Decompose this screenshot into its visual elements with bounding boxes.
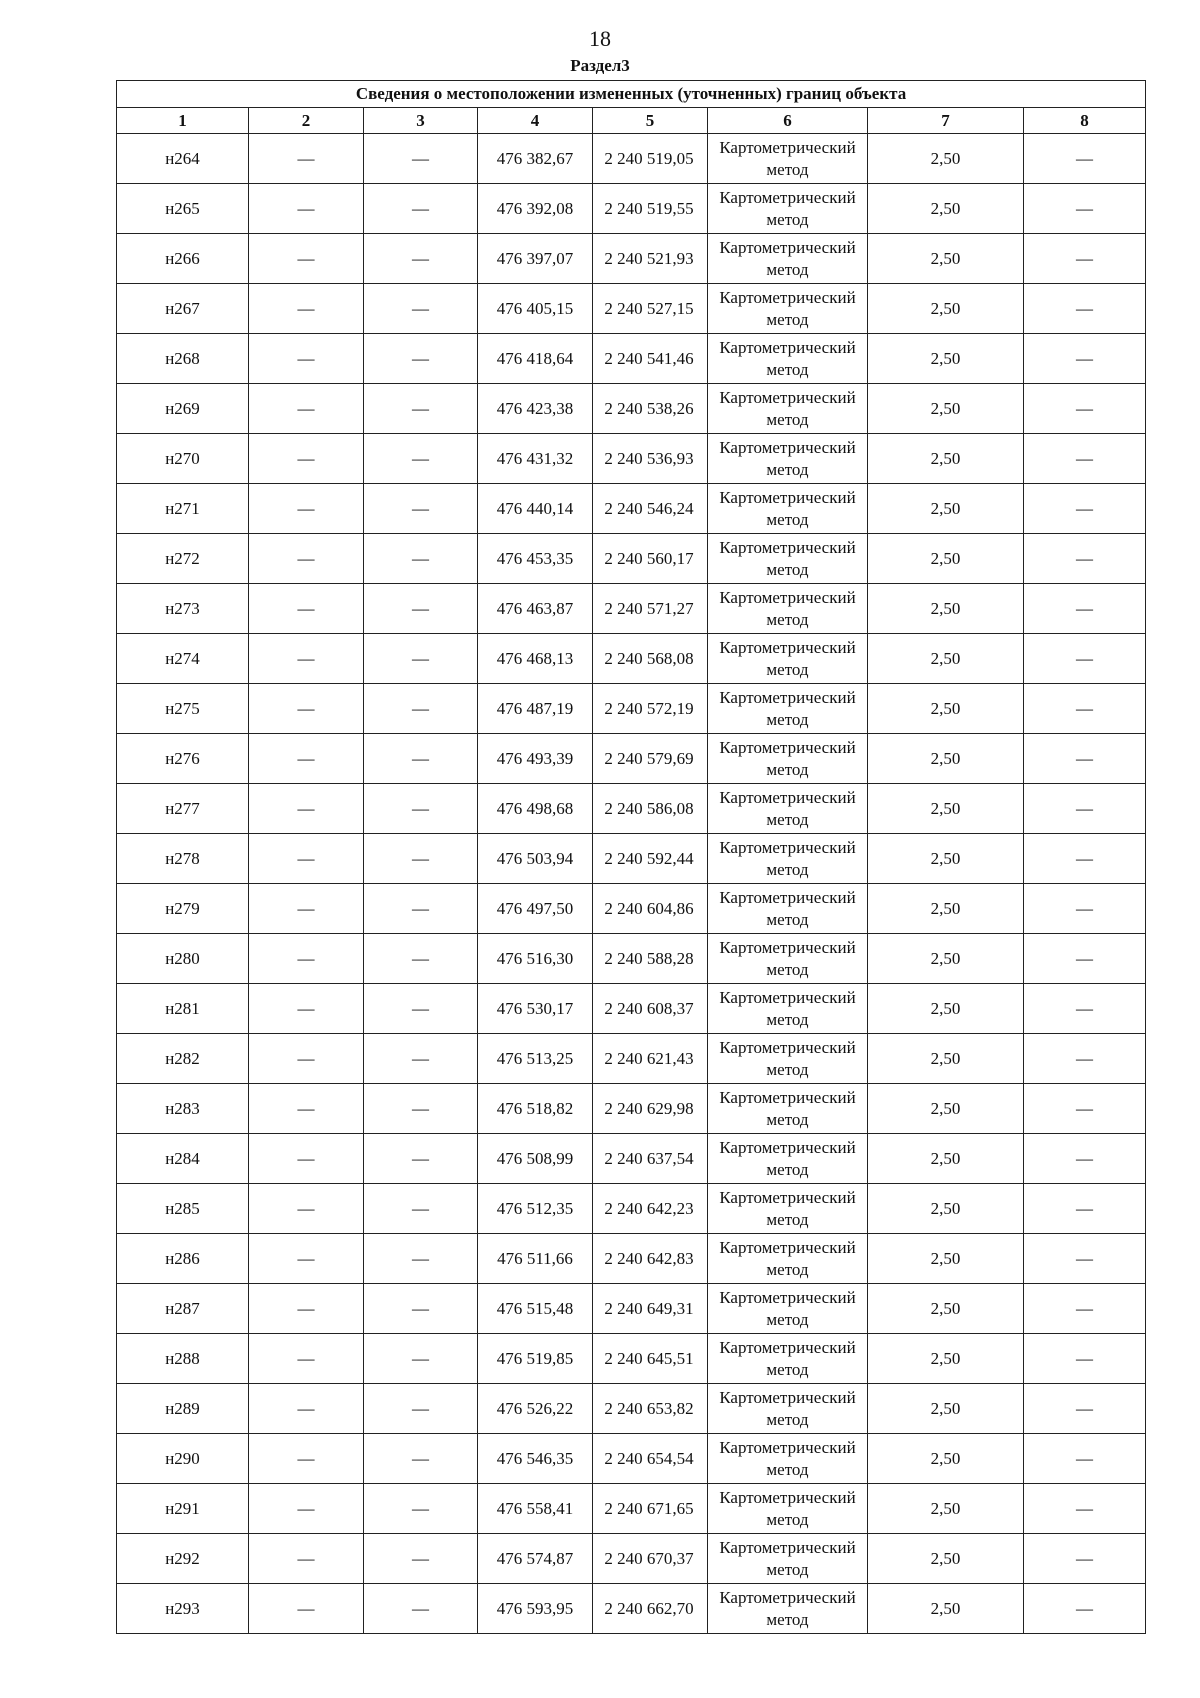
method-cell: Картометрический метод: [708, 1584, 868, 1634]
point-name-cell: н272: [117, 534, 249, 584]
page-number: 18: [589, 26, 611, 51]
y-coordinate-cell: 2 240 645,51: [593, 1334, 708, 1384]
column-8-cell: —: [1024, 1134, 1146, 1184]
x-coordinate-cell: 476 530,17: [478, 984, 593, 1034]
table-row: [117, 1284, 1146, 1334]
table-row: [117, 134, 1146, 184]
x-coordinate-cell: 476 515,48: [478, 1284, 593, 1334]
table-caption: Сведения о местоположении измененных (уточненных) границ объекта: [117, 81, 1146, 108]
table-row: [117, 434, 1146, 484]
x-coordinate-cell: 476 440,14: [478, 484, 593, 534]
table-row: [117, 384, 1146, 434]
column-3-cell: —: [364, 334, 478, 384]
column-8-cell: —: [1024, 784, 1146, 834]
column-8-cell: —: [1024, 1084, 1146, 1134]
column-2-cell: —: [249, 184, 364, 234]
accuracy-cell: 2,50: [868, 234, 1024, 284]
accuracy-cell: 2,50: [868, 784, 1024, 834]
method-cell: Картометрический метод: [708, 234, 868, 284]
column-3-cell: —: [364, 984, 478, 1034]
point-name-cell: н282: [117, 1034, 249, 1084]
column-3-cell: —: [364, 1034, 478, 1084]
y-coordinate-cell: 2 240 670,37: [593, 1534, 708, 1584]
method-cell: Картометрический метод: [708, 1234, 868, 1284]
column-2-cell: —: [249, 1484, 364, 1534]
table-row: [117, 234, 1146, 284]
accuracy-cell: 2,50: [868, 184, 1024, 234]
column-2-cell: —: [249, 934, 364, 984]
column-2-cell: —: [249, 984, 364, 1034]
point-name-cell: н292: [117, 1534, 249, 1584]
method-cell: Картометрический метод: [708, 1534, 868, 1584]
table-row: [117, 934, 1146, 984]
column-3-cell: —: [364, 684, 478, 734]
column-2-cell: —: [249, 684, 364, 734]
x-coordinate-cell: 476 574,87: [478, 1534, 593, 1584]
column-8-cell: —: [1024, 1034, 1146, 1084]
point-name-cell: н280: [117, 934, 249, 984]
point-name-cell: н286: [117, 1234, 249, 1284]
column-header-7: 7: [868, 108, 1024, 134]
method-cell: Картометрический метод: [708, 1384, 868, 1434]
column-2-cell: —: [249, 534, 364, 584]
table-row: [117, 1434, 1146, 1484]
table-row: [117, 834, 1146, 884]
column-2-cell: —: [249, 884, 364, 934]
column-3-cell: —: [364, 384, 478, 434]
y-coordinate-cell: 2 240 608,37: [593, 984, 708, 1034]
table-row: [117, 1134, 1146, 1184]
column-8-cell: —: [1024, 1184, 1146, 1234]
column-8-cell: —: [1024, 834, 1146, 884]
column-3-cell: —: [364, 134, 478, 184]
column-2-cell: —: [249, 1234, 364, 1284]
column-8-cell: —: [1024, 734, 1146, 784]
column-header-2: 2: [249, 108, 364, 134]
column-8-cell: —: [1024, 1534, 1146, 1584]
column-3-cell: —: [364, 284, 478, 334]
column-2-cell: —: [249, 1084, 364, 1134]
x-coordinate-cell: 476 593,95: [478, 1584, 593, 1634]
column-3-cell: —: [364, 1284, 478, 1334]
point-name-cell: н273: [117, 584, 249, 634]
method-cell: Картометрический метод: [708, 1084, 868, 1134]
column-8-cell: —: [1024, 1434, 1146, 1484]
method-cell: Картометрический метод: [708, 1434, 868, 1484]
method-cell: Картометрический метод: [708, 1334, 868, 1384]
y-coordinate-cell: 2 240 653,82: [593, 1384, 708, 1434]
accuracy-cell: 2,50: [868, 1084, 1024, 1134]
method-cell: Картометрический метод: [708, 1484, 868, 1534]
y-coordinate-cell: 2 240 560,17: [593, 534, 708, 584]
column-2-cell: —: [249, 584, 364, 634]
x-coordinate-cell: 476 431,32: [478, 434, 593, 484]
y-coordinate-cell: 2 240 568,08: [593, 634, 708, 684]
column-8-cell: —: [1024, 384, 1146, 434]
accuracy-cell: 2,50: [868, 1434, 1024, 1484]
column-3-cell: —: [364, 634, 478, 684]
column-3-cell: —: [364, 534, 478, 584]
x-coordinate-cell: 476 516,30: [478, 934, 593, 984]
x-coordinate-cell: 476 519,85: [478, 1334, 593, 1384]
column-3-cell: —: [364, 234, 478, 284]
column-8-cell: —: [1024, 334, 1146, 384]
column-8-cell: —: [1024, 1384, 1146, 1434]
method-cell: Картометрический метод: [708, 534, 868, 584]
column-8-cell: —: [1024, 534, 1146, 584]
section-title: Раздел3: [570, 56, 630, 75]
column-8-cell: —: [1024, 434, 1146, 484]
x-coordinate-cell: 476 487,19: [478, 684, 593, 734]
y-coordinate-cell: 2 240 588,28: [593, 934, 708, 984]
method-cell: Картометрический метод: [708, 484, 868, 534]
column-3-cell: —: [364, 1234, 478, 1284]
x-coordinate-cell: 476 526,22: [478, 1384, 593, 1434]
column-8-cell: —: [1024, 484, 1146, 534]
method-cell: Картометрический метод: [708, 884, 868, 934]
column-2-cell: —: [249, 834, 364, 884]
x-coordinate-cell: 476 508,99: [478, 1134, 593, 1184]
y-coordinate-cell: 2 240 642,83: [593, 1234, 708, 1284]
y-coordinate-cell: 2 240 572,19: [593, 684, 708, 734]
accuracy-cell: 2,50: [868, 1384, 1024, 1434]
column-8-cell: —: [1024, 884, 1146, 934]
method-cell: Картометрический метод: [708, 384, 868, 434]
point-name-cell: н277: [117, 784, 249, 834]
point-name-cell: н278: [117, 834, 249, 884]
method-cell: Картометрический метод: [708, 684, 868, 734]
table-row: [117, 1234, 1146, 1284]
point-name-cell: н281: [117, 984, 249, 1034]
column-2-cell: —: [249, 284, 364, 334]
point-name-cell: н287: [117, 1284, 249, 1334]
x-coordinate-cell: 476 513,25: [478, 1034, 593, 1084]
point-name-cell: н288: [117, 1334, 249, 1384]
y-coordinate-cell: 2 240 629,98: [593, 1084, 708, 1134]
point-name-cell: н268: [117, 334, 249, 384]
y-coordinate-cell: 2 240 519,05: [593, 134, 708, 184]
method-cell: Картометрический метод: [708, 1184, 868, 1234]
x-coordinate-cell: 476 423,38: [478, 384, 593, 434]
accuracy-cell: 2,50: [868, 1134, 1024, 1184]
method-cell: Картометрический метод: [708, 284, 868, 334]
x-coordinate-cell: 476 512,35: [478, 1184, 593, 1234]
y-coordinate-cell: 2 240 621,43: [593, 1034, 708, 1084]
method-cell: Картометрический метод: [708, 834, 868, 884]
accuracy-cell: 2,50: [868, 434, 1024, 484]
x-coordinate-cell: 476 503,94: [478, 834, 593, 884]
accuracy-cell: 2,50: [868, 634, 1024, 684]
x-coordinate-cell: 476 418,64: [478, 334, 593, 384]
x-coordinate-cell: 476 463,87: [478, 584, 593, 634]
table-row: [117, 734, 1146, 784]
table-row: [117, 1184, 1146, 1234]
column-3-cell: —: [364, 1084, 478, 1134]
table-row: [117, 1084, 1146, 1134]
column-3-cell: —: [364, 1334, 478, 1384]
column-header-8: 8: [1024, 108, 1146, 134]
y-coordinate-cell: 2 240 536,93: [593, 434, 708, 484]
point-name-cell: н291: [117, 1484, 249, 1534]
column-3-cell: —: [364, 734, 478, 784]
accuracy-cell: 2,50: [868, 884, 1024, 934]
column-8-cell: —: [1024, 134, 1146, 184]
column-8-cell: —: [1024, 1334, 1146, 1384]
x-coordinate-cell: 476 468,13: [478, 634, 593, 684]
y-coordinate-cell: 2 240 521,93: [593, 234, 708, 284]
column-3-cell: —: [364, 1484, 478, 1534]
column-2-cell: —: [249, 384, 364, 434]
table-row: [117, 184, 1146, 234]
y-coordinate-cell: 2 240 579,69: [593, 734, 708, 784]
accuracy-cell: 2,50: [868, 1234, 1024, 1284]
accuracy-cell: 2,50: [868, 534, 1024, 584]
method-cell: Картометрический метод: [708, 1034, 868, 1084]
column-3-cell: —: [364, 1534, 478, 1584]
column-header-5: 5: [593, 108, 708, 134]
table-row: [117, 684, 1146, 734]
x-coordinate-cell: 476 453,35: [478, 534, 593, 584]
x-coordinate-cell: 476 498,68: [478, 784, 593, 834]
column-3-cell: —: [364, 1184, 478, 1234]
point-name-cell: н283: [117, 1084, 249, 1134]
column-2-cell: —: [249, 784, 364, 834]
point-name-cell: н271: [117, 484, 249, 534]
accuracy-cell: 2,50: [868, 284, 1024, 334]
y-coordinate-cell: 2 240 637,54: [593, 1134, 708, 1184]
point-name-cell: н275: [117, 684, 249, 734]
table-row: [117, 634, 1146, 684]
column-3-cell: —: [364, 434, 478, 484]
column-2-cell: —: [249, 1434, 364, 1484]
method-cell: Картометрический метод: [708, 434, 868, 484]
accuracy-cell: 2,50: [868, 1334, 1024, 1384]
x-coordinate-cell: 476 392,08: [478, 184, 593, 234]
table-row: [117, 1534, 1146, 1584]
accuracy-cell: 2,50: [868, 134, 1024, 184]
point-name-cell: н290: [117, 1434, 249, 1484]
y-coordinate-cell: 2 240 662,70: [593, 1584, 708, 1634]
column-8-cell: —: [1024, 184, 1146, 234]
column-8-cell: —: [1024, 1284, 1146, 1334]
x-coordinate-cell: 476 546,35: [478, 1434, 593, 1484]
accuracy-cell: 2,50: [868, 1484, 1024, 1534]
y-coordinate-cell: 2 240 592,44: [593, 834, 708, 884]
y-coordinate-cell: 2 240 571,27: [593, 584, 708, 634]
method-cell: Картометрический метод: [708, 934, 868, 984]
table-row: [117, 584, 1146, 634]
y-coordinate-cell: 2 240 541,46: [593, 334, 708, 384]
accuracy-cell: 2,50: [868, 934, 1024, 984]
point-name-cell: н269: [117, 384, 249, 434]
column-2-cell: —: [249, 634, 364, 684]
y-coordinate-cell: 2 240 538,26: [593, 384, 708, 434]
y-coordinate-cell: 2 240 642,23: [593, 1184, 708, 1234]
x-coordinate-cell: 476 497,50: [478, 884, 593, 934]
column-8-cell: —: [1024, 1584, 1146, 1634]
table-row: [117, 284, 1146, 334]
column-header-6: 6: [708, 108, 868, 134]
y-coordinate-cell: 2 240 604,86: [593, 884, 708, 934]
column-3-cell: —: [364, 184, 478, 234]
accuracy-cell: 2,50: [868, 584, 1024, 634]
x-coordinate-cell: 476 397,07: [478, 234, 593, 284]
y-coordinate-cell: 2 240 546,24: [593, 484, 708, 534]
y-coordinate-cell: 2 240 527,15: [593, 284, 708, 334]
point-name-cell: н270: [117, 434, 249, 484]
column-3-cell: —: [364, 584, 478, 634]
accuracy-cell: 2,50: [868, 1184, 1024, 1234]
column-8-cell: —: [1024, 284, 1146, 334]
accuracy-cell: 2,50: [868, 334, 1024, 384]
column-3-cell: —: [364, 784, 478, 834]
column-8-cell: —: [1024, 584, 1146, 634]
point-name-cell: н266: [117, 234, 249, 284]
x-coordinate-cell: 476 511,66: [478, 1234, 593, 1284]
y-coordinate-cell: 2 240 654,54: [593, 1434, 708, 1484]
table-body: [117, 134, 1146, 1634]
point-name-cell: н285: [117, 1184, 249, 1234]
table-row: [117, 534, 1146, 584]
coordinates-table: [116, 80, 1146, 1634]
method-cell: Картометрический метод: [708, 634, 868, 684]
table-row: [117, 884, 1146, 934]
table-row: [117, 1484, 1146, 1534]
accuracy-cell: 2,50: [868, 684, 1024, 734]
column-8-cell: —: [1024, 634, 1146, 684]
column-8-cell: —: [1024, 934, 1146, 984]
point-name-cell: н264: [117, 134, 249, 184]
accuracy-cell: 2,50: [868, 1584, 1024, 1634]
method-cell: Картометрический метод: [708, 334, 868, 384]
column-8-cell: —: [1024, 684, 1146, 734]
method-cell: Картометрический метод: [708, 134, 868, 184]
column-2-cell: —: [249, 734, 364, 784]
column-8-cell: —: [1024, 984, 1146, 1034]
x-coordinate-cell: 476 558,41: [478, 1484, 593, 1534]
x-coordinate-cell: 476 382,67: [478, 134, 593, 184]
column-2-cell: —: [249, 1534, 364, 1584]
point-name-cell: н267: [117, 284, 249, 334]
column-3-cell: —: [364, 1434, 478, 1484]
column-2-cell: —: [249, 1384, 364, 1434]
column-2-cell: —: [249, 434, 364, 484]
column-2-cell: —: [249, 1134, 364, 1184]
method-cell: Картометрический метод: [708, 734, 868, 784]
accuracy-cell: 2,50: [868, 984, 1024, 1034]
method-cell: Картометрический метод: [708, 584, 868, 634]
table-row: [117, 784, 1146, 834]
column-3-cell: —: [364, 934, 478, 984]
accuracy-cell: 2,50: [868, 1284, 1024, 1334]
column-3-cell: —: [364, 484, 478, 534]
column-3-cell: —: [364, 884, 478, 934]
column-header-3: 3: [364, 108, 478, 134]
table-row: [117, 334, 1146, 384]
accuracy-cell: 2,50: [868, 484, 1024, 534]
y-coordinate-cell: 2 240 519,55: [593, 184, 708, 234]
y-coordinate-cell: 2 240 649,31: [593, 1284, 708, 1334]
column-2-cell: —: [249, 1034, 364, 1084]
column-2-cell: —: [249, 1334, 364, 1384]
column-8-cell: —: [1024, 1484, 1146, 1534]
method-cell: Картометрический метод: [708, 184, 868, 234]
column-2-cell: —: [249, 134, 364, 184]
table-row: [117, 984, 1146, 1034]
point-name-cell: н284: [117, 1134, 249, 1184]
accuracy-cell: 2,50: [868, 834, 1024, 884]
column-header-4: 4: [478, 108, 593, 134]
table-row: [117, 1034, 1146, 1084]
column-2-cell: —: [249, 1584, 364, 1634]
column-header-1: 1: [117, 108, 249, 134]
method-cell: Картометрический метод: [708, 984, 868, 1034]
point-name-cell: н289: [117, 1384, 249, 1434]
accuracy-cell: 2,50: [868, 734, 1024, 784]
accuracy-cell: 2,50: [868, 1534, 1024, 1584]
method-cell: Картометрический метод: [708, 784, 868, 834]
column-8-cell: —: [1024, 1234, 1146, 1284]
column-3-cell: —: [364, 834, 478, 884]
y-coordinate-cell: 2 240 671,65: [593, 1484, 708, 1534]
column-3-cell: —: [364, 1134, 478, 1184]
column-2-cell: —: [249, 484, 364, 534]
point-name-cell: н279: [117, 884, 249, 934]
accuracy-cell: 2,50: [868, 1034, 1024, 1084]
point-name-cell: н293: [117, 1584, 249, 1634]
table-row: [117, 1334, 1146, 1384]
method-cell: Картометрический метод: [708, 1134, 868, 1184]
column-2-cell: —: [249, 334, 364, 384]
column-2-cell: —: [249, 1184, 364, 1234]
x-coordinate-cell: 476 493,39: [478, 734, 593, 784]
column-2-cell: —: [249, 234, 364, 284]
point-name-cell: н265: [117, 184, 249, 234]
table-row: [117, 484, 1146, 534]
column-8-cell: —: [1024, 234, 1146, 284]
point-name-cell: н276: [117, 734, 249, 784]
table-row: [117, 1584, 1146, 1634]
y-coordinate-cell: 2 240 586,08: [593, 784, 708, 834]
point-name-cell: н274: [117, 634, 249, 684]
method-cell: Картометрический метод: [708, 1284, 868, 1334]
x-coordinate-cell: 476 405,15: [478, 284, 593, 334]
x-coordinate-cell: 476 518,82: [478, 1084, 593, 1134]
column-3-cell: —: [364, 1584, 478, 1634]
accuracy-cell: 2,50: [868, 384, 1024, 434]
column-3-cell: —: [364, 1384, 478, 1434]
column-2-cell: —: [249, 1284, 364, 1334]
table-row: [117, 1384, 1146, 1434]
